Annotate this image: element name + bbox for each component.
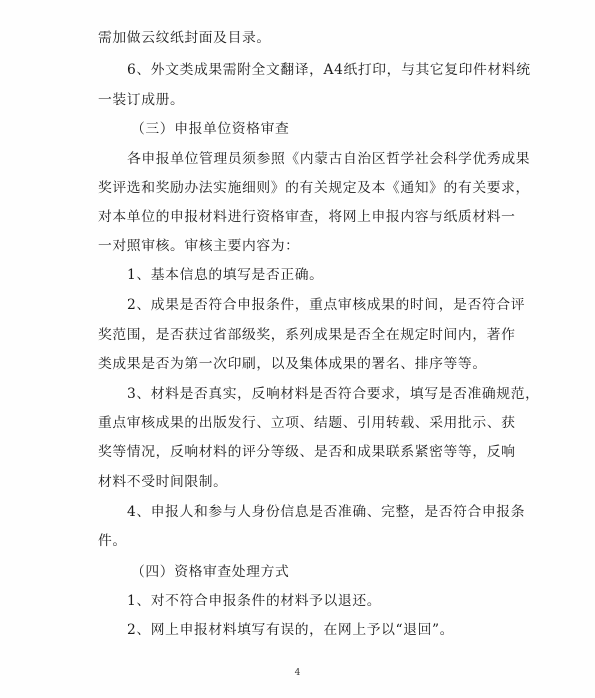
text-line: 重点审核成果的出版发行、立项、结题、引用转载、采用批示、获 [98, 415, 516, 431]
text-line: 奖等情况，反响材料的评分等级、是否和成果联系紧密等等，反响 [98, 444, 516, 460]
text-line: 3、材料是否真实，反响材料是否符合要求，填写是否准确规范， [127, 386, 540, 402]
text-line: 6、外文类成果需附全文翻译，A4纸打印，与其它复印件材料统 [127, 62, 531, 78]
page-number: 4 [294, 668, 301, 678]
text-line: 奖评选和奖励办法实施细则》的有关规定及本《通知》的有关要求， [98, 180, 530, 196]
text-line: 4、申报人和参与人身份信息是否准确、完整，是否符合申报条 [127, 504, 526, 520]
section-heading: （三）申报单位资格审查 [131, 121, 290, 137]
text-line: 一装订成册。 [98, 92, 185, 108]
text-line: 件。 [98, 533, 127, 549]
text-line: 对本单位的申报材料进行资格审查，将网上申报内容与纸质材料一 [98, 209, 516, 225]
section-heading: （四）资格审查处理方式 [131, 564, 290, 580]
text-line: 1、基本信息的填写是否正确。 [127, 267, 324, 283]
text-line: 2、成果是否符合申报条件，重点审核成果的时间，是否符合评 [127, 297, 526, 313]
text-line: 一对照审核。审核主要内容为： [98, 238, 300, 254]
text-line: 奖范围，是否获过省部级奖，系列成果是否全在规定时间内，著作 [98, 327, 516, 343]
text-line: 各申报单位管理员须参照《内蒙古自治区哲学社会科学优秀成果 [127, 151, 531, 167]
text-line: 类成果是否为第一次印刷，以及集体成果的署名、排序等等。 [98, 356, 487, 372]
text-line: 需加做云纹纸封面及目录。 [98, 30, 271, 46]
text-line: 2、网上申报材料填写有误的，在网上予以“退回”。 [127, 622, 455, 638]
text-line: 材料不受时间限制。 [98, 474, 228, 490]
text-line: 1、对不符合申报条件的材料予以退还。 [127, 593, 382, 609]
